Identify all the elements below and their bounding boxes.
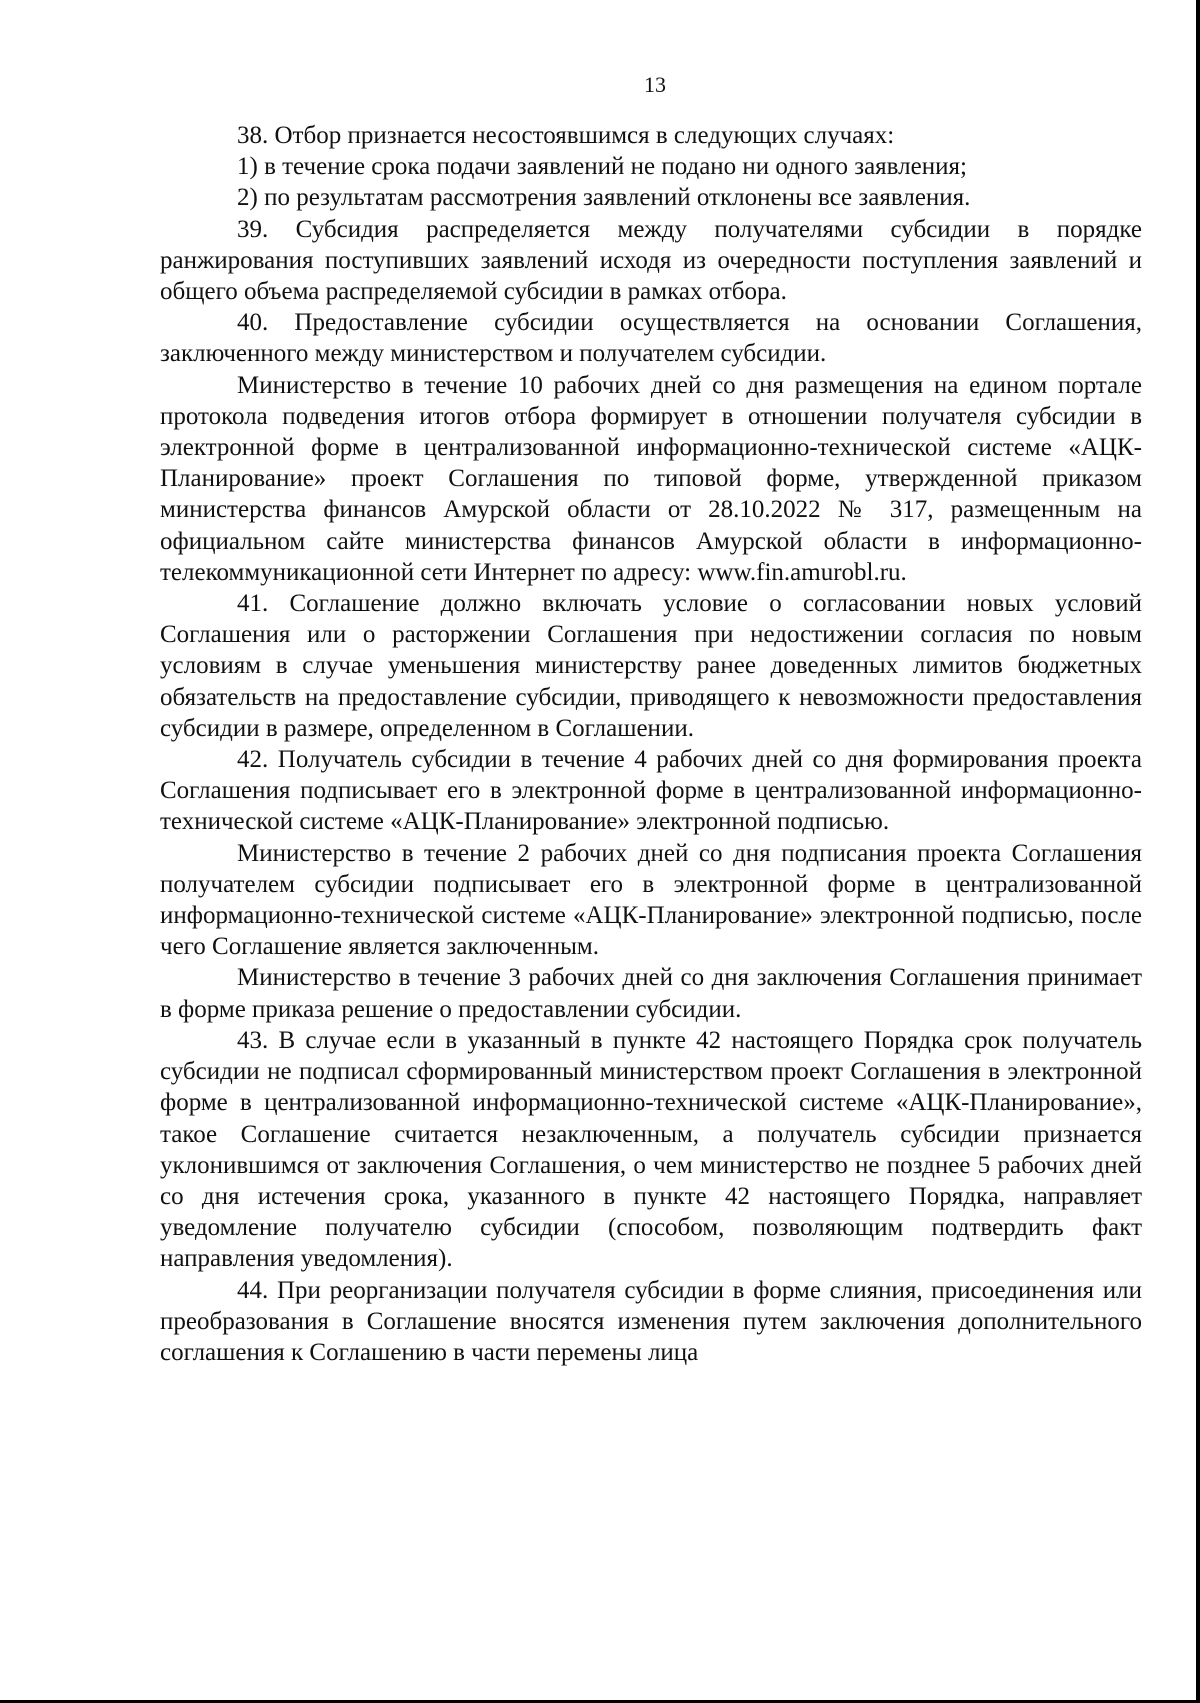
paragraph-42: 42. Получатель субсидии в течение 4 рабочих дней со дня формирования проекта Соглашения подписывает его в электронной форме в централизованной информационно-технической системе «АЦК-Планирование» электронной подписью. xyxy=(160,746,1142,836)
paragraph-40: 40. Предоставление субсидии осуществляется на основании Соглашения, заключенного между министерством и получателем субсидии. xyxy=(160,309,1142,368)
paragraph-38: 38. Отбор признается несостоявшимся в следующих случаях: xyxy=(237,122,895,149)
paragraph-42-continuation-2: Министерство в течение 3 рабочих дней со дня заключения Соглашения принимает в форме приказа решение о предоставлении субсидии. xyxy=(160,964,1142,1023)
paragraph-40-continuation: Министерство в течение 10 рабочих дней со дня размещения на едином портале протокола подведения итогов отбора формирует в отношении получателя субсидии в электронной форме в централизованной информационно-технической системе «АЦК-Планирование» проект Соглашения по типовой форме, утвержденной приказом министерства финансов Амурской области от 28.10.2022 № 317, размещенным на официальном сайте министерства финансов Амурской области в информационно-телекоммуникационной сети Интернет по адресу: www.fin.amurobl.ru. xyxy=(160,371,1142,586)
paragraph-42-continuation-1: Министерство в течение 2 рабочих дней со дня подписания проекта Соглашения получателем субсидии подписывает его в электронной форме в централизованной информационно-технической системе «АЦК-Планирование» электронной подписью, после чего Соглашение является заключенным. xyxy=(160,839,1142,961)
paragraph-41: 41. Соглашение должно включать условие о согласовании новых условий Соглашения или о расторжении Соглашения при недостижении согласия по новым условиям в случае уменьшения министерству ранее доведенных лимитов бюджетных обязательств на предоставление субсидии, приводящего к невозможности предоставления субсидии в размере, определенном в Соглашении. xyxy=(160,590,1142,742)
page-number: 13 xyxy=(644,72,666,97)
paragraph-38-item-2: 2) по результатам рассмотрения заявлений отклонены все заявления. xyxy=(237,184,971,212)
scan-edge-right xyxy=(1196,0,1200,1703)
paragraph-38-item-1: 1) в течение срока подачи заявлений не подано ни одного заявления; xyxy=(237,153,967,181)
paragraph-39: 39. Субсидия распределяется между получателями субсидии в порядке ранжирования поступивших заявлений исходя из очередности поступления заявлений и общего объема распределяемой субсидии в рамках отбора. xyxy=(160,215,1142,306)
document-body xyxy=(160,120,1142,1368)
paragraph-44: 44. При реорганизации получателя субсидии в форме слияния, присоединения или преобразования в Соглашение вносятся изменения путем заключения дополнительного соглашения к Соглашению в части перемены лица xyxy=(160,1276,1142,1366)
paragraph-43: 43. В случае если в указанный в пункте 42 настоящего Порядка срок получатель субсидии не подписал сформированный министерством проект Соглашения в электронной форме в централизованной информационно-технической системе «АЦК-Планирование», такое Соглашение считается незаключенным, а получатель субсидии признается уклонившимся от заключения Соглашения, о чем министерство не позднее 5 рабочих дней со дня истечения срока, указанного в пункте 42 настоящего Порядка, направляет уведомление получателю субсидии (способом, позволяющим подтвердить факт направления уведомления). xyxy=(160,1026,1142,1273)
